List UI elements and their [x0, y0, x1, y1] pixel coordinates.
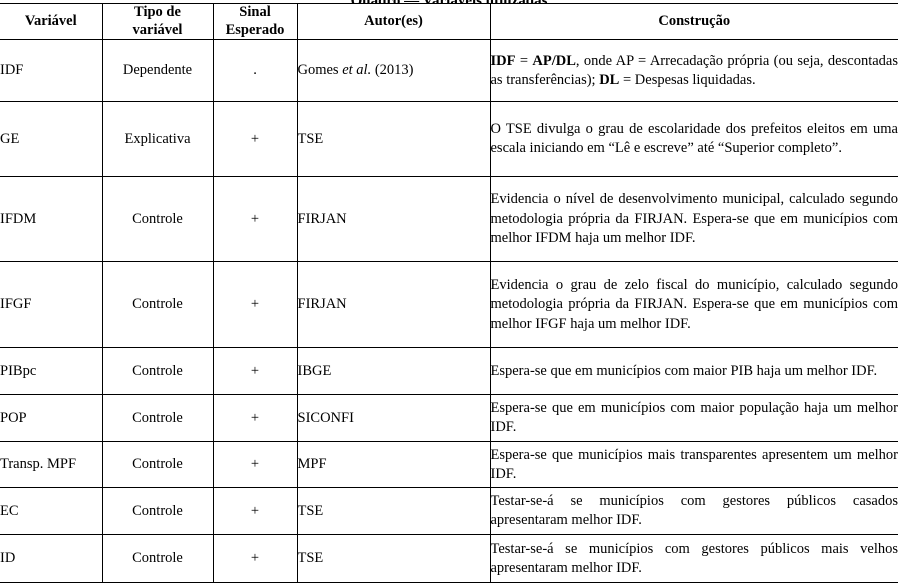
table-row — [0, 262, 898, 348]
cell-sinal: . — [213, 40, 297, 102]
cell-variavel: IFDM — [0, 177, 102, 262]
cell-construcao: Testar-se-á se municípios com gestores públicos casados apresentaram melhor IDF. — [490, 488, 898, 535]
table-row — [0, 535, 898, 583]
construcao-paragraph — [491, 52, 898, 91]
cell-autor: TSE — [297, 535, 490, 583]
table-row — [0, 348, 898, 395]
cell-autor: MPF — [297, 442, 490, 488]
autor-et-al: et al. — [342, 62, 372, 79]
cell-construcao: O TSE divulga o grau de escolaridade dos prefeitos eleitos em uma escala iniciando em “Lê e escreve” até “Superior completo”. — [490, 102, 898, 177]
column-header-construcao — [490, 4, 898, 40]
cell-sinal: + — [213, 348, 297, 395]
column-header-tipo — [102, 4, 213, 40]
table-row — [0, 102, 898, 177]
cell-tipo: Controle — [102, 442, 213, 488]
column-header-autor — [297, 4, 490, 40]
column-header-sinal — [213, 4, 297, 40]
construcao-seg-2: , onde AP = Arrecadação própria (ou seja, descontadas as transferências); — [490, 52, 898, 88]
cell-autor: SICONFI — [297, 395, 490, 442]
cell-sinal: + — [213, 488, 297, 535]
column-header-construcao-line-1: Construção — [658, 12, 731, 29]
table-row — [0, 40, 898, 102]
cell-tipo: Controle — [102, 535, 213, 583]
cell-variavel: Transp. MPF — [0, 442, 102, 488]
cell-tipo: Explicativa — [102, 102, 213, 177]
cell-autor — [297, 40, 490, 102]
cell-variavel: EC — [0, 488, 102, 535]
autor-suffix: (2013) — [371, 62, 414, 79]
cell-sinal: + — [213, 535, 297, 583]
table-header — [0, 4, 898, 40]
column-header-tipo-line-2: variável — [132, 21, 183, 38]
cell-autor: FIRJAN — [297, 262, 490, 348]
cell-tipo: Controle — [102, 488, 213, 535]
cell-autor: IBGE — [297, 348, 490, 395]
construcao-term-dl: DL — [599, 71, 620, 88]
variables-table — [0, 3, 898, 583]
cell-construcao: Testar-se-á se municípios com gestores públicos mais velhos apresentaram melhor IDF. — [490, 535, 898, 583]
table-row — [0, 488, 898, 535]
construcao-seg-3: = Despesas liquidadas. — [619, 71, 756, 88]
table-row — [0, 177, 898, 262]
cell-autor: FIRJAN — [297, 177, 490, 262]
cell-construcao: Evidencia o grau de zelo fiscal do município, calculado segundo metodologia própria da FIRJAN. Espera-se que em municípios com melhor IFGF haja um melhor IDF. — [490, 262, 898, 348]
cell-variavel: IDF — [0, 40, 102, 102]
cell-tipo: Controle — [102, 262, 213, 348]
cell-sinal: + — [213, 395, 297, 442]
cell-variavel: GE — [0, 102, 102, 177]
cell-construcao: Espera-se que municípios mais transparentes apresentem um melhor IDF. — [490, 442, 898, 488]
cell-autor: TSE — [297, 488, 490, 535]
table-header-row — [0, 4, 898, 40]
cell-construcao: Espera-se que em municípios com maior PIB haja um melhor IDF. — [490, 348, 898, 395]
table-row — [0, 395, 898, 442]
column-header-variavel — [0, 4, 102, 40]
column-header-sinal-line-2: Esperado — [225, 21, 285, 38]
cell-tipo: Controle — [102, 395, 213, 442]
table-body — [0, 40, 898, 583]
column-header-autor-line-1: Autor(es) — [364, 12, 423, 29]
cell-tipo: Controle — [102, 177, 213, 262]
construcao-term-apdl: AP/DL — [532, 52, 576, 69]
construcao-term-idf: IDF — [490, 52, 516, 69]
cell-variavel: ID — [0, 535, 102, 583]
cell-variavel: IFGF — [0, 262, 102, 348]
column-header-sinal-line-1: Sinal — [239, 4, 271, 20]
cell-variavel: PIBpc — [0, 348, 102, 395]
cell-sinal: + — [213, 102, 297, 177]
column-header-variavel-line-1: Variável — [24, 12, 77, 29]
cell-sinal: + — [213, 442, 297, 488]
cell-variavel: POP — [0, 395, 102, 442]
column-header-tipo-line-1: Tipo de — [134, 4, 181, 20]
table-row — [0, 442, 898, 488]
cell-sinal: + — [213, 177, 297, 262]
autor-prefix: Gomes — [297, 62, 343, 79]
cell-construcao: Evidencia o nível de desenvolvimento municipal, calculado segundo metodologia própria da FIRJAN. Espera-se que em municípios com melhor IFDM haja um melhor IDF. — [490, 177, 898, 262]
cell-tipo: Dependente — [102, 40, 213, 102]
cell-autor: TSE — [297, 102, 490, 177]
cell-construcao: Espera-se que em municípios com maior população haja um melhor IDF. — [490, 395, 898, 442]
cell-sinal: + — [213, 262, 297, 348]
construcao-seg-1: = — [515, 52, 533, 69]
cell-construcao — [490, 40, 898, 102]
cell-tipo: Controle — [102, 348, 213, 395]
